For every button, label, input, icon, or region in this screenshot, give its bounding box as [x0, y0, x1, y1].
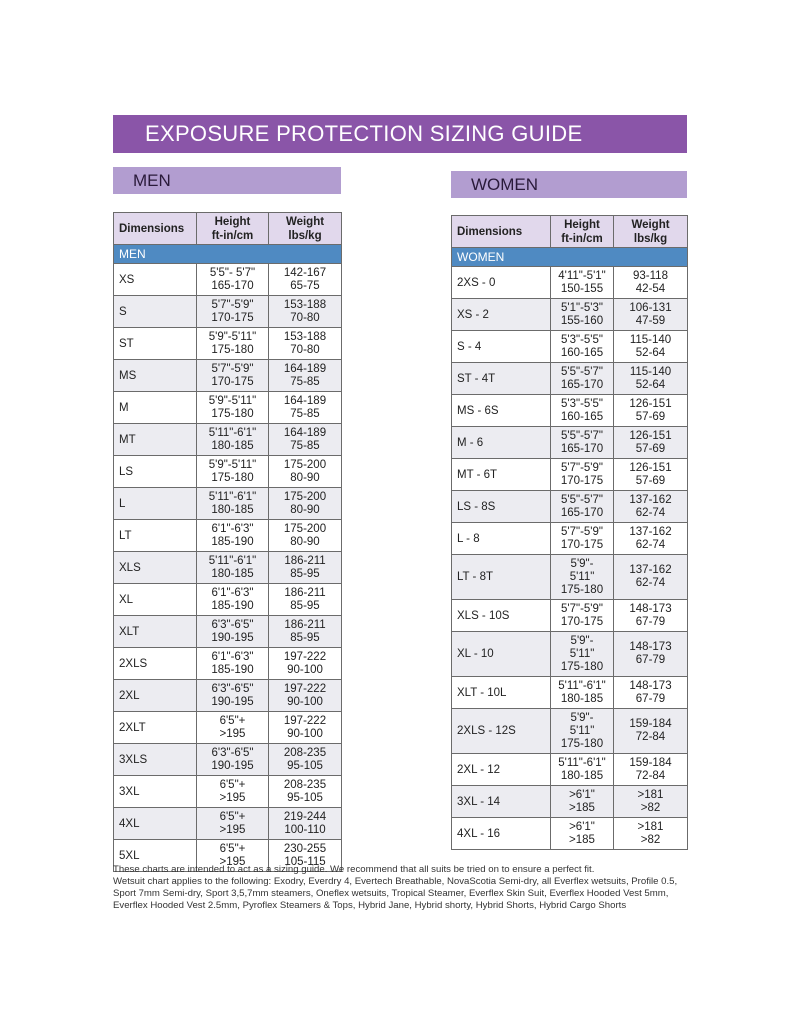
- height-cell: 5'5"-5'7" 165-170: [551, 363, 614, 395]
- table-row: [452, 600, 688, 632]
- sizing-note: [113, 864, 693, 912]
- table-row: [452, 427, 688, 459]
- weight-cell: 208-235 95-105: [269, 776, 342, 808]
- table-row: [114, 520, 342, 552]
- size-cell: 3XL: [114, 776, 197, 808]
- women-header-row: [452, 216, 688, 248]
- weight-cell: 159-184 72-84: [614, 709, 688, 754]
- size-cell: XLT: [114, 616, 197, 648]
- weight-cell: 137-162 62-74: [614, 555, 688, 600]
- size-cell: XL: [114, 584, 197, 616]
- table-row: [452, 331, 688, 363]
- table-row: [114, 808, 342, 840]
- table-row: [114, 424, 342, 456]
- weight-cell: 126-151 57-69: [614, 459, 688, 491]
- weight-cell: 164-189 75-85: [269, 424, 342, 456]
- size-cell: MT - 6T: [452, 459, 551, 491]
- table-row: [114, 456, 342, 488]
- size-cell: 3XLS: [114, 744, 197, 776]
- size-cell: 4XL - 16: [452, 818, 551, 850]
- height-cell: 5'9"-5'11" 175-180: [197, 328, 269, 360]
- weight-cell: 175-200 80-90: [269, 488, 342, 520]
- size-cell: M - 6: [452, 427, 551, 459]
- weight-cell: >181 >82: [614, 786, 688, 818]
- women-dimensions-header: Dimensions: [452, 216, 551, 248]
- weight-cell: 148-173 67-79: [614, 600, 688, 632]
- height-cell: 4'11"-5'1" 150-155: [551, 267, 614, 299]
- height-cell: 5'3"-5'5" 160-165: [551, 331, 614, 363]
- weight-cell: 106-131 47-59: [614, 299, 688, 331]
- weight-cell: 159-184 72-84: [614, 754, 688, 786]
- table-row: [114, 296, 342, 328]
- height-cell: 6'5"+ >195: [197, 712, 269, 744]
- weight-cell: 164-189 75-85: [269, 392, 342, 424]
- weight-cell: 115-140 52-64: [614, 331, 688, 363]
- height-cell: 5'11"-6'1" 180-185: [197, 552, 269, 584]
- sizing-note-line-1: These charts are intended to act as a sizing guide. We recommend that all suits be tried on to ensure a perfect fit.: [113, 864, 595, 875]
- weight-cell: 126-151 57-69: [614, 427, 688, 459]
- men-size-table: [113, 212, 342, 872]
- weight-cell: 186-211 85-95: [269, 584, 342, 616]
- women-section-label: WOMEN: [451, 171, 687, 198]
- height-cell: 6'3"-6'5" 190-195: [197, 616, 269, 648]
- height-cell: 6'3"-6'5" 190-195: [197, 744, 269, 776]
- size-cell: MT: [114, 424, 197, 456]
- weight-cell: 93-118 42-54: [614, 267, 688, 299]
- size-cell: XS - 2: [452, 299, 551, 331]
- height-cell: 5'7"-5'9" 170-175: [551, 600, 614, 632]
- height-cell: >6'1" >185: [551, 786, 614, 818]
- height-cell: 5'11"-6'1" 180-185: [551, 677, 614, 709]
- size-cell: 2XL: [114, 680, 197, 712]
- table-row: [114, 744, 342, 776]
- table-row: [452, 754, 688, 786]
- sizing-note-line-2: Wetsuit chart applies to the following: Exodry, Everdry 4, Evertech Breathable, NovaScotia Semi-dry, all Everflex wetsuits, Profile 0.5, Sport 7mm Semi-dry, Sport 3,5,7mm steamers, Oneflex wetsuits, Tropical Steamer, Everflex Skin Suit, Everflex Hooded Vest 5mm, Everflex Hooded Vest 2.5mm, Pyroflex Steamers & Tops, Hybrid Jane, Hybrid shorty, Hybrid Shorts, Hybrid Cargo Shorts: [113, 876, 678, 911]
- size-cell: 2XLS - 12S: [452, 709, 551, 754]
- height-cell: 5'11"-6'1" 180-185: [551, 754, 614, 786]
- weight-cell: 153-188 70-80: [269, 328, 342, 360]
- height-cell: 5'11"-6'1" 180-185: [197, 488, 269, 520]
- height-cell: 6'1"-6'3" 185-190: [197, 648, 269, 680]
- weight-cell: 175-200 80-90: [269, 456, 342, 488]
- size-cell: XS: [114, 264, 197, 296]
- weight-cell: 115-140 52-64: [614, 363, 688, 395]
- women-table-body: [452, 267, 688, 850]
- weight-cell: 197-222 90-100: [269, 680, 342, 712]
- table-row: [114, 616, 342, 648]
- size-cell: 3XL - 14: [452, 786, 551, 818]
- table-row: [114, 584, 342, 616]
- weight-cell: 186-211 85-95: [269, 552, 342, 584]
- table-row: [114, 776, 342, 808]
- weight-cell: 175-200 80-90: [269, 520, 342, 552]
- size-cell: 5XL: [114, 840, 197, 872]
- men-dimensions-header: Dimensions: [114, 213, 197, 245]
- table-row: [452, 491, 688, 523]
- size-cell: 2XL - 12: [452, 754, 551, 786]
- size-cell: ST: [114, 328, 197, 360]
- table-row: [452, 632, 688, 677]
- men-weight-header: Weight lbs/kg: [269, 213, 342, 245]
- men-header-row: [114, 213, 342, 245]
- height-cell: 5'1"-5'3" 155-160: [551, 299, 614, 331]
- table-row: [452, 363, 688, 395]
- size-cell: 2XLS: [114, 648, 197, 680]
- height-cell: 5'7"-5'9" 170-175: [197, 296, 269, 328]
- size-cell: XL - 10: [452, 632, 551, 677]
- height-cell: 5'9"-5'11" 175-180: [197, 392, 269, 424]
- weight-cell: 137-162 62-74: [614, 491, 688, 523]
- table-row: [452, 395, 688, 427]
- weight-cell: 230-255 105-115: [269, 840, 342, 872]
- table-row: [114, 264, 342, 296]
- height-cell: 5'7"-5'9" 170-175: [551, 459, 614, 491]
- women-group-row: WOMEN: [452, 248, 688, 267]
- table-row: [452, 677, 688, 709]
- weight-cell: 197-222 90-100: [269, 648, 342, 680]
- table-row: [114, 552, 342, 584]
- size-cell: XLS - 10S: [452, 600, 551, 632]
- weight-cell: >181 >82: [614, 818, 688, 850]
- height-cell: 5'11"-6'1" 180-185: [197, 424, 269, 456]
- height-cell: 5'3"-5'5" 160-165: [551, 395, 614, 427]
- table-row: [114, 328, 342, 360]
- weight-cell: 137-162 62-74: [614, 523, 688, 555]
- men-group-row: MEN: [114, 245, 342, 264]
- weight-cell: 153-188 70-80: [269, 296, 342, 328]
- height-cell: 6'1"-6'3" 185-190: [197, 584, 269, 616]
- women-height-header: Height ft-in/cm: [551, 216, 614, 248]
- size-cell: MS: [114, 360, 197, 392]
- women-size-table: [451, 215, 688, 850]
- size-cell: LT - 8T: [452, 555, 551, 600]
- height-cell: 5'5"- 5'7" 165-170: [197, 264, 269, 296]
- size-cell: XLT - 10L: [452, 677, 551, 709]
- size-cell: S: [114, 296, 197, 328]
- height-cell: 5'7"-5'9" 170-175: [197, 360, 269, 392]
- men-height-header: Height ft-in/cm: [197, 213, 269, 245]
- table-row: [452, 299, 688, 331]
- table-row: [452, 709, 688, 754]
- table-row: [114, 680, 342, 712]
- table-row: [452, 555, 688, 600]
- height-cell: 6'1"-6'3" 185-190: [197, 520, 269, 552]
- size-cell: 2XS - 0: [452, 267, 551, 299]
- weight-cell: 164-189 75-85: [269, 360, 342, 392]
- table-row: [452, 818, 688, 850]
- height-cell: 5'9"- 5'11" 175-180: [551, 709, 614, 754]
- height-cell: 5'7"-5'9" 170-175: [551, 523, 614, 555]
- table-row: [114, 392, 342, 424]
- weight-cell: 197-222 90-100: [269, 712, 342, 744]
- height-cell: 6'5"+ >195: [197, 776, 269, 808]
- size-cell: L: [114, 488, 197, 520]
- weight-cell: 148-173 67-79: [614, 632, 688, 677]
- men-section-label: MEN: [113, 167, 341, 194]
- weight-cell: 208-235 95-105: [269, 744, 342, 776]
- weight-cell: 142-167 65-75: [269, 264, 342, 296]
- women-weight-header: Weight lbs/kg: [614, 216, 688, 248]
- height-cell: 6'5"+ >195: [197, 840, 269, 872]
- weight-cell: 186-211 85-95: [269, 616, 342, 648]
- height-cell: >6'1" >185: [551, 818, 614, 850]
- height-cell: 5'9"- 5'11" 175-180: [551, 555, 614, 600]
- weight-cell: 126-151 57-69: [614, 395, 688, 427]
- table-row: [452, 786, 688, 818]
- height-cell: 6'3"-6'5" 190-195: [197, 680, 269, 712]
- table-row: [114, 360, 342, 392]
- size-cell: M: [114, 392, 197, 424]
- men-table-body: [114, 264, 342, 872]
- size-cell: LT: [114, 520, 197, 552]
- size-cell: 4XL: [114, 808, 197, 840]
- size-cell: MS - 6S: [452, 395, 551, 427]
- table-row: [452, 523, 688, 555]
- height-cell: 5'9"-5'11" 175-180: [197, 456, 269, 488]
- height-cell: 5'5"-5'7" 165-170: [551, 491, 614, 523]
- table-row: [452, 459, 688, 491]
- table-row: [114, 712, 342, 744]
- size-cell: XLS: [114, 552, 197, 584]
- height-cell: 5'9"- 5'11" 175-180: [551, 632, 614, 677]
- size-cell: L - 8: [452, 523, 551, 555]
- height-cell: 5'5"-5'7" 165-170: [551, 427, 614, 459]
- table-row: [452, 267, 688, 299]
- size-cell: ST - 4T: [452, 363, 551, 395]
- height-cell: 6'5"+ >195: [197, 808, 269, 840]
- weight-cell: 148-173 67-79: [614, 677, 688, 709]
- size-cell: 2XLT: [114, 712, 197, 744]
- size-cell: LS: [114, 456, 197, 488]
- table-row: [114, 488, 342, 520]
- size-cell: S - 4: [452, 331, 551, 363]
- table-row: [114, 648, 342, 680]
- size-cell: LS - 8S: [452, 491, 551, 523]
- weight-cell: 219-244 100-110: [269, 808, 342, 840]
- guide-title: EXPOSURE PROTECTION SIZING GUIDE: [113, 115, 687, 153]
